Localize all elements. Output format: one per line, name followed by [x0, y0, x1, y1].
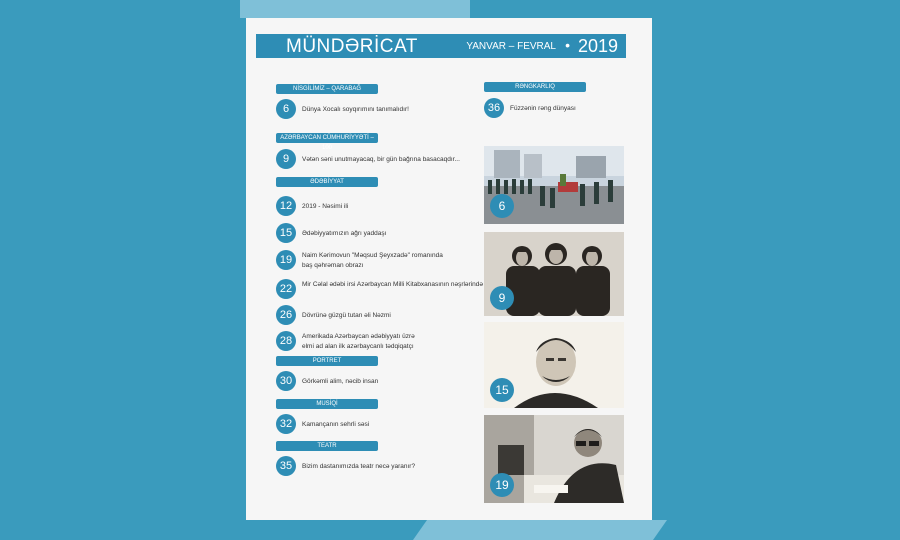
page-number: 9: [276, 149, 296, 169]
issue-year: 2019: [577, 36, 618, 56]
toc-entry[interactable]: [276, 456, 476, 476]
entry-title: 2019 - Nəsimi ili: [302, 203, 349, 210]
section-label: PORTRET: [276, 356, 378, 366]
section-label: MUSİQİ: [276, 399, 378, 409]
page-number: 15: [276, 223, 296, 243]
page-number: 22: [276, 279, 296, 299]
toc-entry[interactable]: [276, 196, 476, 216]
entry-title: Ədəbiyyatımızın ağrı yaddaşı: [302, 230, 387, 237]
entry-title: Dünya Xocalı soyqırımını tanımalıdır!: [302, 106, 409, 113]
photo-portrait[interactable]: [484, 322, 624, 408]
toc-entry[interactable]: [276, 149, 476, 169]
entry-title: [302, 251, 443, 271]
photo-ceremony[interactable]: [484, 146, 624, 224]
entry-line: baş qəhrəman obrazı: [302, 262, 364, 269]
toc-entry[interactable]: [276, 279, 484, 299]
background-stripe-top: [240, 0, 470, 18]
entry-title: Dövrünə güzgü tutan əli Nəzmi: [302, 312, 391, 319]
photo-man-writing[interactable]: [484, 415, 624, 503]
page-number: 26: [276, 305, 296, 325]
photo-page-number: 6: [490, 194, 514, 218]
entry-title: Kamançanın sehrli səsi: [302, 421, 370, 428]
section-label: NİSGİLİMİZ – QARABAĞ: [276, 84, 378, 94]
page-number: 35: [276, 456, 296, 476]
entry-title: Füzzənin rəng dünyası: [510, 105, 576, 112]
toc-entry[interactable]: [276, 250, 476, 270]
section-label: RƏNGKARLIQ: [484, 82, 586, 92]
page-number: 36: [484, 98, 504, 118]
toc-entry[interactable]: [276, 331, 476, 351]
photo-three-men[interactable]: [484, 232, 624, 316]
entry-line: Amerikada Azərbaycan ədəbiyyatı üzrə: [302, 333, 415, 340]
toc-entry[interactable]: [276, 414, 476, 434]
page-number: 32: [276, 414, 296, 434]
entry-title: [302, 332, 415, 352]
entry-line: elmi ad alan ilk azərbaycanlı tədqiqatçı: [302, 343, 414, 350]
photo-page-number: 9: [490, 286, 514, 310]
page-number: 12: [276, 196, 296, 216]
page-number: 19: [276, 250, 296, 270]
entry-title: Bizim dastanımızda teatr necə yaranır?: [302, 463, 416, 470]
section-label: TEATR: [276, 441, 378, 451]
entry-line: Naim Kərimovun "Məqsud Şeyxzadə" romanında: [302, 252, 443, 259]
entry-title: Mir Cəlal ədəbi irsi Azərbaycan Milli Kitabxanasının nəşrlərində: [302, 281, 484, 288]
photo-page-number: 15: [490, 378, 514, 402]
page-title: MÜNDƏRİCAT: [286, 36, 418, 57]
section-label: ƏDƏBİYYAT: [276, 177, 378, 187]
toc-entry[interactable]: [276, 223, 476, 243]
toc-entry[interactable]: [276, 99, 476, 119]
page-number: 30: [276, 371, 296, 391]
entry-title: Vətən səni unutmayacaq, bir gün bağrına basacaqdır...: [302, 156, 460, 163]
toc-entry[interactable]: [276, 371, 476, 391]
page-number: 28: [276, 331, 296, 351]
entry-title: Görkəmli alim, nəcib insan: [302, 378, 379, 385]
page-number: 6: [276, 99, 296, 119]
section-label: AZƏRBAYCAN CÜMHURİYYƏTİ – 100: [276, 133, 378, 143]
photo-page-number: 19: [490, 473, 514, 497]
toc-entry[interactable]: [484, 98, 624, 118]
background-stripe-bottom: [413, 520, 667, 540]
issue-date: YANVAR – FEVRAL: [466, 41, 556, 52]
contents-header: [256, 34, 626, 58]
separator-dot: •: [565, 37, 570, 53]
toc-entry[interactable]: [276, 305, 476, 325]
